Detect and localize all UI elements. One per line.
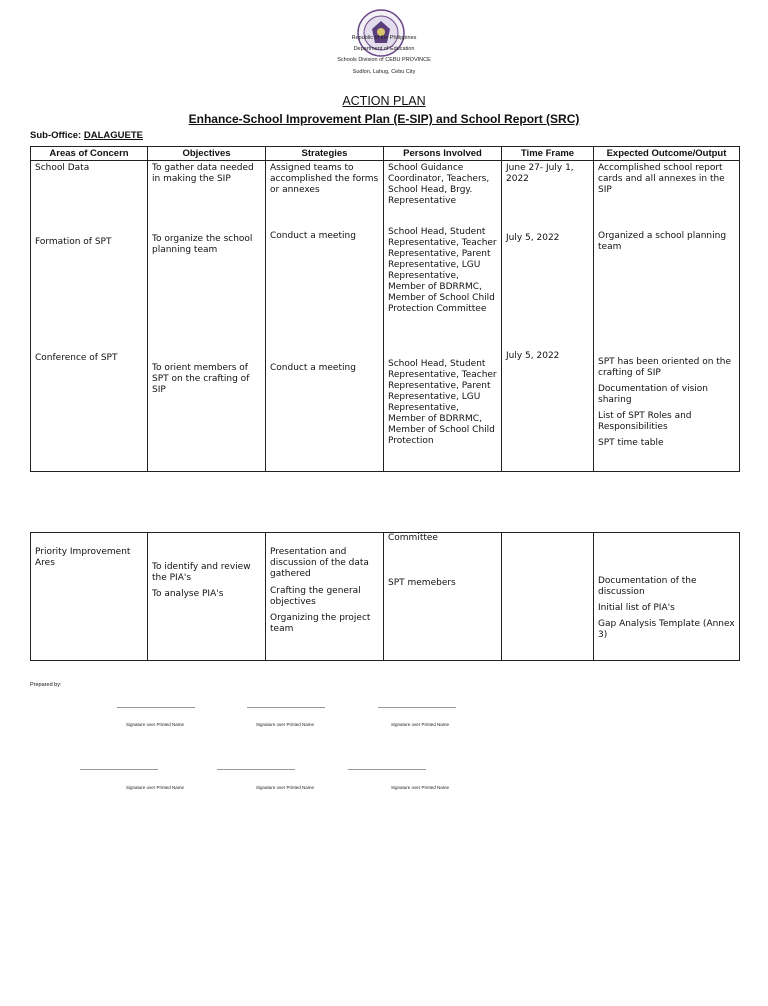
persons-committee-cont: Committee (388, 533, 438, 543)
signature-line (117, 707, 195, 708)
outcome-spt-roles: List of SPT Roles and Responsibilities (598, 411, 692, 432)
objective-organize-team: To organize the school planning team (152, 234, 253, 255)
persons-school-data: School Guidance Coordinator, Teachers, School Head, Brgy. Representative (388, 163, 490, 206)
sub-office-value: DALAGUETE (83, 130, 143, 141)
signature-line (348, 769, 426, 770)
outcomes-cell-2 (594, 533, 740, 661)
header-line-division: Schools Division of CEBU PROVINCE (337, 57, 431, 63)
signature-label: Signature over Printed Name (390, 722, 450, 727)
persons-formation: School Head, Student Representative, Teacher Representative, Parent Representative, LGU Representative, Member of BDRRMC, Member of School Child Protection Committee (388, 227, 497, 314)
col-header-strategies: Strategies (266, 147, 384, 161)
outcome-vision-doc: Documentation of vision sharing (598, 384, 709, 405)
area-formation-spt: Formation of SPT (35, 237, 112, 247)
outcome-discussion-doc: Documentation of the discussion (598, 576, 697, 597)
area-priority: Priority Improvement Ares (35, 547, 131, 568)
header-line-republic: Republic of the Philippines (351, 35, 417, 41)
col-header-areas: Areas of Concern (31, 147, 148, 161)
strategy-conduct-meeting: Conduct a meeting (270, 231, 356, 241)
outcome-oriented: SPT has been oriented on the crafting of SIP (598, 357, 732, 378)
header-line-address: Sudlon, Lahug, Cebu City (352, 69, 416, 75)
signature-label: Signature over Printed Name (125, 722, 185, 727)
sub-office (30, 130, 143, 141)
objective-identify-pia: To identify and review the PIA's (152, 562, 251, 583)
signature-label: Signature over Printed Name (255, 785, 315, 790)
area-school-data: School Data (35, 163, 90, 173)
outcome-organized-team: Organized a school planning team (598, 231, 727, 252)
strategy-project-team: Organizing the project team (270, 613, 371, 634)
objectives-cell-2 (148, 533, 266, 661)
signature-line (80, 769, 158, 770)
signature-line (217, 769, 295, 770)
signature-label: Signature over Printed Name (125, 785, 185, 790)
time-school-data: June 27- July 1, 2022 (506, 163, 574, 184)
document-title: ACTION PLAN (342, 94, 426, 108)
outcomes-cell (594, 161, 740, 472)
strategy-assign-teams: Assigned teams to accomplished the forms or annexes (270, 163, 379, 195)
document-subtitle: Enhance-School Improvement Plan (E-SIP) and School Report (SRC) (188, 112, 580, 126)
time-cell (502, 161, 594, 472)
objective-analyse-pia: To analyse PIA's (152, 589, 224, 599)
objective-orient-members: To orient members of SPT on the crafting of SIP (152, 363, 250, 395)
table-row (31, 533, 740, 661)
table-header-row (31, 147, 740, 161)
signature-label: Signature over Printed Name (255, 722, 315, 727)
header-line-deped: Department of Education (353, 46, 415, 52)
action-plan-table-continued (30, 532, 740, 661)
sub-office-label: Sub-Office: (30, 130, 82, 141)
outcome-spt-timetable: SPT time table (598, 438, 664, 448)
strategy-crafting-objectives: Crafting the general objectives (270, 586, 361, 607)
time-cell-2 (502, 533, 594, 661)
signature-label: Signature over Printed Name (390, 785, 450, 790)
outcome-initial-pia: Initial list of PIA's (598, 603, 675, 613)
time-conference: July 5, 2022 (506, 351, 560, 361)
strategy-presentation: Presentation and discussion of the data gathered (270, 547, 369, 579)
persons-cell (384, 161, 502, 472)
time-formation: July 5, 2022 (506, 233, 560, 243)
area-conference-spt: Conference of SPT (35, 353, 118, 363)
col-header-persons: Persons Involved (384, 147, 502, 161)
col-header-time: Time Frame (502, 147, 594, 161)
prepared-by: Prepared by: (30, 682, 62, 688)
action-plan-table (30, 146, 740, 472)
persons-conference: School Head, Student Representative, Teacher Representative, Parent Representative, LGU Representative, Member of BDRRMC, Member of School Child Protection (388, 359, 497, 446)
table-row (31, 161, 740, 472)
areas-cell (31, 161, 148, 472)
strategies-cell (266, 161, 384, 472)
strategies-cell-2 (266, 533, 384, 661)
persons-spt-members: SPT memebers (388, 578, 456, 588)
strategy-conduct-meeting-2: Conduct a meeting (270, 363, 356, 373)
col-header-outcome: Expected Outcome/Output (594, 147, 740, 161)
signature-line (247, 707, 325, 708)
areas-cell-2 (31, 533, 148, 661)
outcome-report-cards: Accomplished school report cards and all annexes in the SIP (598, 163, 725, 195)
objectives-cell (148, 161, 266, 472)
persons-cell-2 (384, 533, 502, 661)
objective-gather-data: To gather data needed in making the SIP (152, 163, 254, 184)
col-header-objectives: Objectives (148, 147, 266, 161)
signature-line (378, 707, 456, 708)
outcome-gap-analysis: Gap Analysis Template (Annex 3) (598, 619, 735, 640)
